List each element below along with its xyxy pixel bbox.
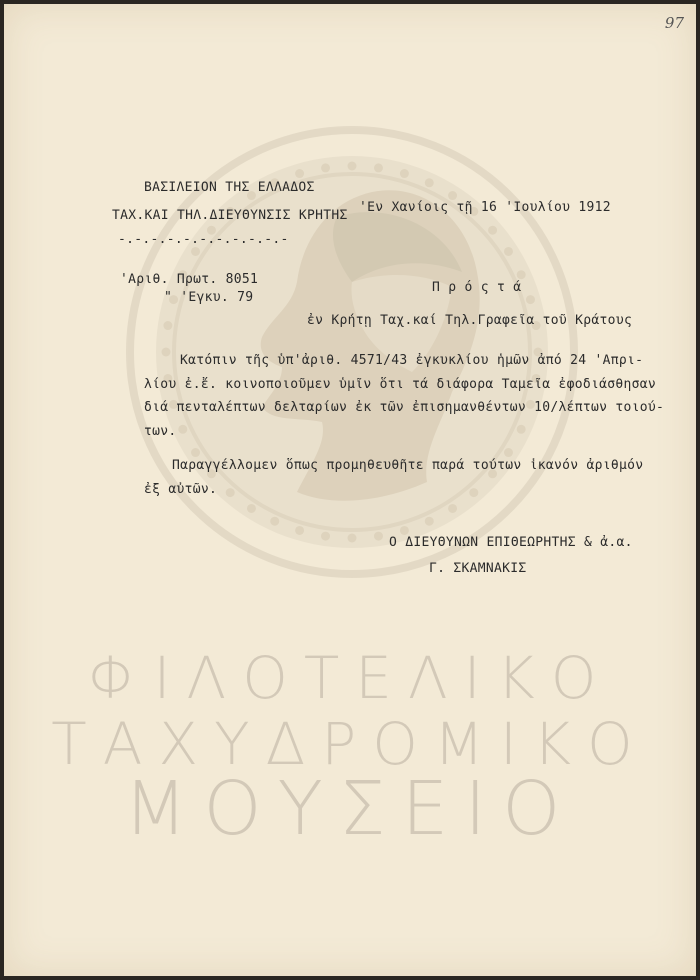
watermark-line-1: ΦΙΛΟΤΕΛΙΚΟ [87,644,613,712]
body-p1-line4: των. [144,424,177,439]
body-p1-line1: Κατόπιν τῆς ὑπ'ἀριθ. 4571/43 ἐγκυκλίου ἡμῶν ἀπό 24 'Απρι- [180,353,644,368]
body-p1-line3: διά πενταλέπτων δελταρίων ἐκ τῶν ἐπισημανθέντων 10/λέπτων τοιού- [144,400,665,415]
page-number: 97 [664,14,684,32]
reference-protocol: 'Αριθ. Πρωτ. 8051 [120,272,259,287]
signature-title: Ο ΔΙΕΥΘΥΝΩΝ ΕΠΙΘΕΩΡΗΤΗΣ & ἀ.α. [389,535,633,550]
place-date: 'Εν Χανίοις τῇ 16 'Ιουλίου 1912 [359,200,611,215]
recipient-line: ἐν Κρήτῃ Ταχ.καί Τηλ.Γραφεῖα τοῦ Κράτους [307,313,633,328]
recipient-to: Π ρ ό ς τ ά [432,280,522,295]
watermark-line-3: ΜΟΥΣΕΙΟ [123,766,577,852]
watermark-line-2: ΤΑΧΥΔΡΟΜΙΚΟ [51,710,649,778]
body-p2-line2: ἐξ αὐτῶν. [144,482,218,497]
signature-name: Γ. ΣΚΑΜΝΑΚΙΣ [429,561,527,576]
reference-circular: " 'Εγκυ. 79 [164,290,254,305]
header-underline: -.-.-.-.-.-.-.-.-.-.- [118,232,289,247]
document-page [4,4,696,976]
header-kingdom: ΒΑΣΙΛΕΙΟΝ ΤΗΣ ΕΛΛΑΔΟΣ [144,180,315,195]
header-directorate: ΤΑΧ.ΚΑΙ ΤΗΛ.ΔΙΕΥΘΥΝΣΙΣ ΚΡΗΤΗΣ [112,208,348,223]
body-p2-line1: Παραγγέλλομεν ὅπως προμηθευθῆτε παρά τούτων ἱκανόν ἀριθμόν [172,458,644,473]
body-p1-line2: λίου ἐ.ἔ. κοινοποιοῦμεν ὑμῖν ὅτι τά διάφορα Ταμεῖα ἐφοδιάσθησαν [144,377,656,392]
